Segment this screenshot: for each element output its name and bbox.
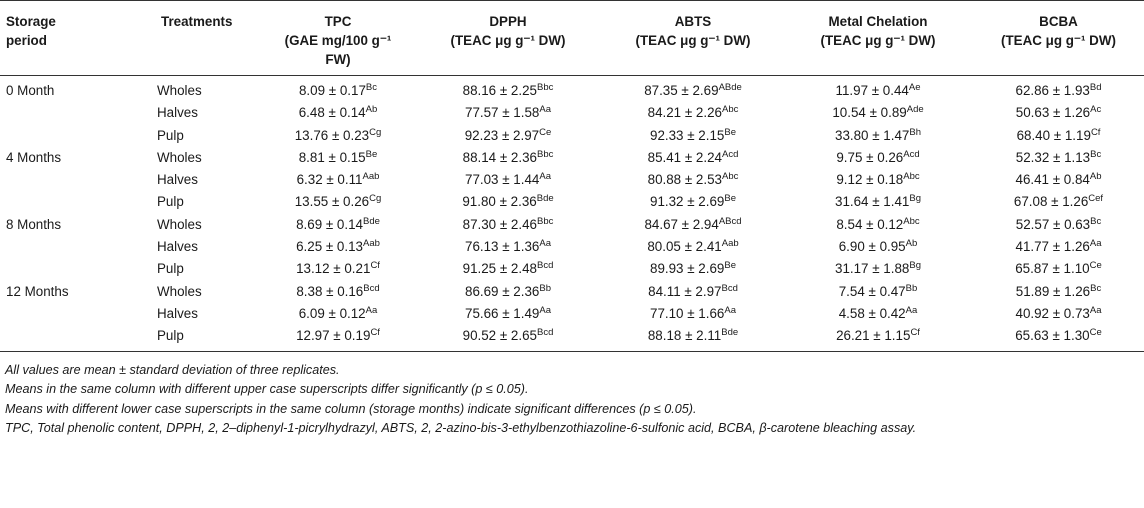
value-cell	[973, 102, 1144, 124]
value-cell	[783, 76, 973, 103]
storage-period-cell: 4 Months	[6, 149, 62, 165]
value-cell	[783, 236, 973, 258]
header-line: Metal Chelation	[828, 14, 928, 29]
mean-sd-value: 91.25 ± 2.48	[462, 261, 537, 277]
significance-superscript: Be	[724, 126, 736, 138]
value-cell	[603, 169, 783, 191]
significance-superscript: Bbc	[537, 82, 554, 93]
treatment-cell: Pulp	[157, 127, 184, 143]
significance-superscript: ABde	[718, 82, 742, 93]
mean-sd-value: 6.90 ± 0.95	[838, 239, 906, 255]
significance-superscript: Aa	[1089, 304, 1102, 316]
value-cell	[263, 125, 413, 147]
value-cell	[413, 102, 603, 124]
treatment-cell: Wholes	[157, 283, 202, 299]
mean-sd-value: 8.54 ± 0.12	[836, 216, 904, 232]
significance-superscript: Acd	[722, 148, 739, 160]
value-cell	[603, 258, 783, 280]
significance-superscript: Bde	[721, 327, 739, 339]
mean-sd-value: 40.92 ± 0.73	[1015, 305, 1090, 321]
significance-superscript: Be	[365, 148, 378, 160]
mean-sd-value: 6.32 ± 0.11	[296, 172, 363, 188]
storage-period-cell	[0, 191, 155, 213]
table-row	[0, 258, 1144, 280]
table-row	[0, 325, 1144, 351]
table-row	[0, 76, 1144, 103]
mean-sd-value: 85.41 ± 2.24	[647, 149, 722, 165]
mean-sd-value: 9.12 ± 0.18	[836, 172, 904, 188]
value-cell	[783, 325, 973, 351]
significance-superscript: Abc	[722, 104, 739, 116]
significance-superscript: Aa	[539, 104, 551, 116]
mean-sd-value: 86.69 ± 2.36	[465, 283, 540, 299]
header-dpph	[413, 1, 603, 76]
significance-superscript: Bcd	[363, 282, 380, 294]
mean-sd-value: 65.87 ± 1.10	[1015, 261, 1090, 277]
mean-sd-value: 13.12 ± 0.21	[296, 261, 371, 277]
value-cell	[263, 281, 413, 303]
table-row	[0, 102, 1144, 124]
storage-period-cell	[0, 102, 155, 124]
mean-sd-value: 4.58 ± 0.42	[838, 305, 906, 321]
significance-superscript: Bcd	[537, 260, 554, 272]
table-header	[0, 1, 1144, 76]
significance-superscript: Bc	[1090, 148, 1102, 160]
value-cell	[263, 214, 413, 236]
mean-sd-value: 46.41 ± 0.84	[1015, 172, 1090, 188]
value-cell	[603, 125, 783, 147]
treatment-cell: Pulp	[157, 328, 184, 344]
value-cell	[603, 214, 783, 236]
value-cell	[413, 191, 603, 213]
header-abts	[603, 1, 783, 76]
header-line: (TEAC μg g⁻¹ DW)	[820, 33, 936, 48]
mean-sd-value: 88.16 ± 2.25	[462, 83, 537, 98]
significance-superscript: Ce	[539, 126, 552, 138]
mean-sd-value: 87.30 ± 2.46	[462, 216, 537, 232]
mean-sd-value: 67.08 ± 1.26	[1013, 194, 1089, 210]
value-cell	[783, 102, 973, 124]
mean-sd-value: 84.11 ± 2.97	[648, 283, 722, 299]
mean-sd-value: 84.67 ± 2.94	[644, 216, 719, 232]
mean-sd-value: 41.77 ± 1.26	[1015, 239, 1090, 255]
significance-superscript: Bc	[1090, 215, 1102, 227]
mean-sd-value: 92.33 ± 2.15	[650, 127, 725, 143]
treatment-cell: Wholes	[157, 216, 202, 232]
mean-sd-value: 80.88 ± 2.53	[647, 172, 722, 188]
table-row	[0, 125, 1144, 147]
mean-sd-value: 33.80 ± 1.47	[835, 127, 910, 143]
mean-sd-value: 88.14 ± 2.36	[462, 149, 537, 165]
value-cell	[973, 76, 1144, 103]
mean-sd-value: 87.35 ± 2.69	[644, 83, 719, 98]
significance-superscript: Abc	[903, 171, 920, 183]
mean-sd-value: 13.55 ± 0.26	[294, 194, 370, 210]
header-line: ABTS	[674, 14, 712, 29]
significance-superscript: Cf	[370, 327, 380, 339]
mean-sd-value: 80.05 ± 2.41	[647, 239, 722, 255]
mean-sd-value: 52.32 ± 1.13	[1015, 149, 1091, 165]
significance-superscript: Bc	[365, 82, 377, 93]
significance-superscript: Bcd	[537, 327, 554, 339]
header-line: (TEAC μg g⁻¹ DW)	[1001, 33, 1116, 48]
value-cell	[783, 214, 973, 236]
storage-period-cell	[0, 258, 155, 280]
table-footnotes	[0, 352, 1144, 439]
significance-superscript: Aa	[539, 171, 551, 183]
mean-sd-value: 68.40 ± 1.19	[1016, 127, 1091, 143]
mean-sd-value: 77.10 ± 1.66	[650, 305, 725, 321]
significance-superscript: Ab	[365, 104, 378, 116]
significance-superscript: Aa	[539, 304, 551, 316]
significance-superscript: Bbc	[537, 148, 554, 160]
storage-period-cell	[0, 125, 155, 147]
value-cell	[263, 169, 413, 191]
value-cell	[783, 169, 973, 191]
mean-sd-value: 6.09 ± 0.12	[298, 305, 366, 321]
significance-superscript: Cf	[370, 260, 380, 272]
header-line: Treatments	[161, 14, 233, 29]
treatment-cell: Wholes	[157, 149, 202, 165]
value-cell	[783, 125, 973, 147]
storage-period-cell	[0, 169, 155, 191]
header-line: DPPH	[489, 14, 527, 29]
significance-superscript: Ce	[1089, 327, 1102, 339]
significance-superscript: Bde	[536, 193, 554, 205]
mean-sd-value: 76.13 ± 1.36	[465, 239, 540, 255]
significance-superscript: Cef	[1088, 193, 1104, 205]
significance-superscript: Ac	[1090, 104, 1102, 116]
value-cell	[973, 147, 1144, 169]
significance-superscript: Aa	[365, 304, 378, 316]
significance-superscript: Abc	[722, 171, 739, 183]
header-line: Storage	[6, 14, 56, 29]
mean-sd-value: 31.64 ± 1.41	[835, 194, 910, 210]
table-body	[0, 76, 1144, 352]
mean-sd-value: 8.69 ± 0.14	[296, 216, 363, 232]
header-line: TPC	[324, 14, 352, 29]
value-cell	[973, 169, 1144, 191]
significance-superscript: Aab	[362, 171, 380, 183]
significance-superscript: Aab	[363, 238, 380, 250]
mean-sd-value: 26.21 ± 1.15	[836, 328, 911, 344]
mean-sd-value: 91.32 ± 2.69	[650, 194, 725, 210]
mean-sd-value: 8.81 ± 0.15	[298, 149, 366, 165]
value-cell	[413, 169, 603, 191]
mean-sd-value: 31.17 ± 1.88	[835, 261, 910, 277]
significance-superscript: Aa	[539, 238, 551, 250]
value-cell	[263, 325, 413, 351]
value-cell	[973, 303, 1144, 325]
mean-sd-value: 75.66 ± 1.49	[465, 305, 540, 321]
value-cell	[413, 258, 603, 280]
value-cell	[603, 147, 783, 169]
mean-sd-value: 10.54 ± 0.89	[832, 105, 907, 121]
significance-superscript: Acd	[903, 148, 920, 160]
table-row	[0, 303, 1144, 325]
treatment-cell: Halves	[157, 305, 198, 321]
mean-sd-value: 52.57 ± 0.63	[1015, 216, 1091, 232]
treatment-cell: Pulp	[157, 194, 184, 210]
value-cell	[263, 76, 413, 103]
significance-superscript: Aa	[905, 304, 918, 316]
table-row	[0, 191, 1144, 213]
mean-sd-value: 51.89 ± 1.26	[1015, 283, 1091, 299]
significance-superscript: Ae	[908, 82, 921, 93]
mean-sd-value: 77.57 ± 1.58	[465, 105, 540, 121]
value-cell	[413, 325, 603, 351]
value-cell	[603, 191, 783, 213]
mean-sd-value: 90.52 ± 2.65	[462, 328, 537, 344]
mean-sd-value: 6.25 ± 0.13	[296, 239, 363, 255]
value-cell	[413, 125, 603, 147]
significance-superscript: Bb	[905, 282, 918, 294]
value-cell	[783, 303, 973, 325]
mean-sd-value: 50.63 ± 1.26	[1015, 105, 1091, 121]
significance-superscript: Be	[724, 260, 736, 272]
value-cell	[263, 191, 413, 213]
value-cell	[973, 236, 1144, 258]
table-row	[0, 147, 1144, 169]
header-treatments	[155, 1, 263, 76]
storage-period-cell: 12 Months	[6, 283, 69, 299]
header-line: (TEAC μg g⁻¹ DW)	[635, 33, 751, 48]
significance-superscript: Cf	[910, 327, 920, 339]
storage-period-cell	[0, 303, 155, 325]
mean-sd-value: 8.09 ± 0.17	[298, 83, 366, 98]
value-cell	[973, 258, 1144, 280]
mean-sd-value: 62.86 ± 1.93	[1015, 83, 1090, 98]
mean-sd-value: 6.48 ± 0.14	[298, 105, 366, 121]
significance-superscript: Aab	[721, 238, 739, 250]
mean-sd-value: 91.80 ± 2.36	[462, 194, 537, 210]
treatment-cell: Wholes	[157, 83, 202, 98]
significance-superscript: Abc	[903, 215, 920, 227]
header-line: period	[6, 33, 47, 48]
storage-period-cell	[0, 236, 155, 258]
table-row	[0, 169, 1144, 191]
value-cell	[973, 191, 1144, 213]
significance-superscript: Bb	[539, 282, 551, 294]
significance-superscript: Ade	[906, 104, 924, 116]
significance-superscript: Ab	[1089, 171, 1102, 183]
value-cell	[263, 102, 413, 124]
value-cell	[783, 191, 973, 213]
significance-superscript: Cg	[369, 126, 382, 138]
value-cell	[413, 281, 603, 303]
mean-sd-value: 77.03 ± 1.44	[465, 172, 540, 188]
significance-superscript: Bg	[909, 193, 921, 205]
significance-superscript: Bde	[363, 215, 380, 227]
mean-sd-value: 92.23 ± 2.97	[464, 127, 540, 143]
header-line: FW)	[325, 52, 351, 67]
significance-superscript: Cf	[1090, 126, 1101, 138]
treatment-cell: Halves	[157, 172, 198, 188]
storage-period-cell: 8 Months	[6, 216, 62, 232]
significance-superscript: Ab	[905, 238, 918, 250]
header-line: (TEAC μg g⁻¹ DW)	[450, 33, 566, 48]
value-cell	[783, 281, 973, 303]
significance-superscript: ABcd	[718, 215, 742, 227]
storage-period-cell: 0 Month	[6, 83, 55, 98]
header-bcba	[973, 1, 1144, 76]
header-storage-period	[0, 1, 155, 76]
significance-superscript: Cg	[369, 193, 382, 205]
value-cell	[603, 236, 783, 258]
value-cell	[263, 303, 413, 325]
header-metal-chelation	[783, 1, 973, 76]
header-row	[0, 1, 1144, 76]
mean-sd-value: 65.63 ± 1.30	[1015, 328, 1090, 344]
footnote-line: Means in the same column with different upper case superscripts differ significantly (p ≤ 0.05).	[5, 382, 529, 397]
mean-sd-value: 89.93 ± 2.69	[650, 261, 725, 277]
significance-superscript: Bbc	[537, 215, 554, 227]
header-line: (GAE mg/100 g⁻¹	[284, 33, 392, 48]
treatment-cell: Halves	[157, 239, 198, 255]
table-row	[0, 236, 1144, 258]
value-cell	[783, 258, 973, 280]
significance-superscript: Ce	[1089, 260, 1102, 272]
value-cell	[413, 214, 603, 236]
mean-sd-value: 7.54 ± 0.47	[838, 283, 906, 299]
value-cell	[603, 281, 783, 303]
value-cell	[973, 125, 1144, 147]
table-row	[0, 281, 1144, 303]
value-cell	[603, 102, 783, 124]
table-row	[0, 214, 1144, 236]
mean-sd-value: 84.21 ± 2.26	[647, 105, 722, 121]
footnote-line: TPC, Total phenolic content, DPPH, 2, 2–diphenyl-1-picrylhydrazyl, ABTS, 2, 2-azino-bis-3-ethylbenzothiazoline-6-sulfonic acid, BCBA, β-carotene bleaching assay.	[5, 421, 917, 436]
significance-superscript: Be	[724, 193, 736, 205]
value-cell	[413, 147, 603, 169]
mean-sd-value: 11.97 ± 0.44	[835, 83, 909, 98]
value-cell	[973, 281, 1144, 303]
significance-superscript: Bc	[1090, 282, 1102, 294]
value-cell	[973, 325, 1144, 351]
treatment-cell: Pulp	[157, 261, 184, 277]
value-cell	[783, 147, 973, 169]
value-cell	[263, 147, 413, 169]
significance-superscript: Bg	[909, 260, 921, 272]
mean-sd-value: 8.38 ± 0.16	[296, 283, 364, 299]
value-cell	[973, 214, 1144, 236]
mean-sd-value: 13.76 ± 0.23	[294, 127, 370, 143]
value-cell	[413, 303, 603, 325]
storage-period-cell	[0, 325, 155, 351]
value-cell	[413, 76, 603, 103]
value-cell	[603, 76, 783, 103]
significance-superscript: Aa	[724, 304, 736, 316]
treatment-cell: Halves	[157, 105, 198, 121]
significance-superscript: Bcd	[721, 282, 738, 294]
value-cell	[263, 236, 413, 258]
significance-superscript: Bd	[1089, 82, 1102, 93]
mean-sd-value: 9.75 ± 0.26	[836, 149, 904, 165]
value-cell	[413, 236, 603, 258]
mean-sd-value: 12.97 ± 0.19	[296, 328, 371, 344]
value-cell	[263, 258, 413, 280]
value-cell	[603, 303, 783, 325]
header-line: BCBA	[1039, 14, 1078, 29]
mean-sd-value: 88.18 ± 2.11	[647, 328, 722, 344]
value-cell	[603, 325, 783, 351]
significance-superscript: Bh	[909, 126, 921, 138]
header-tpc	[263, 1, 413, 76]
footnote-line: Means with different lower case superscripts in the same column (storage months) indicate significant differences (p ≤ 0.05).	[5, 401, 697, 416]
significance-superscript: Aa	[1089, 238, 1102, 250]
footnote-line: All values are mean ± standard deviation of three replicates.	[5, 362, 340, 377]
